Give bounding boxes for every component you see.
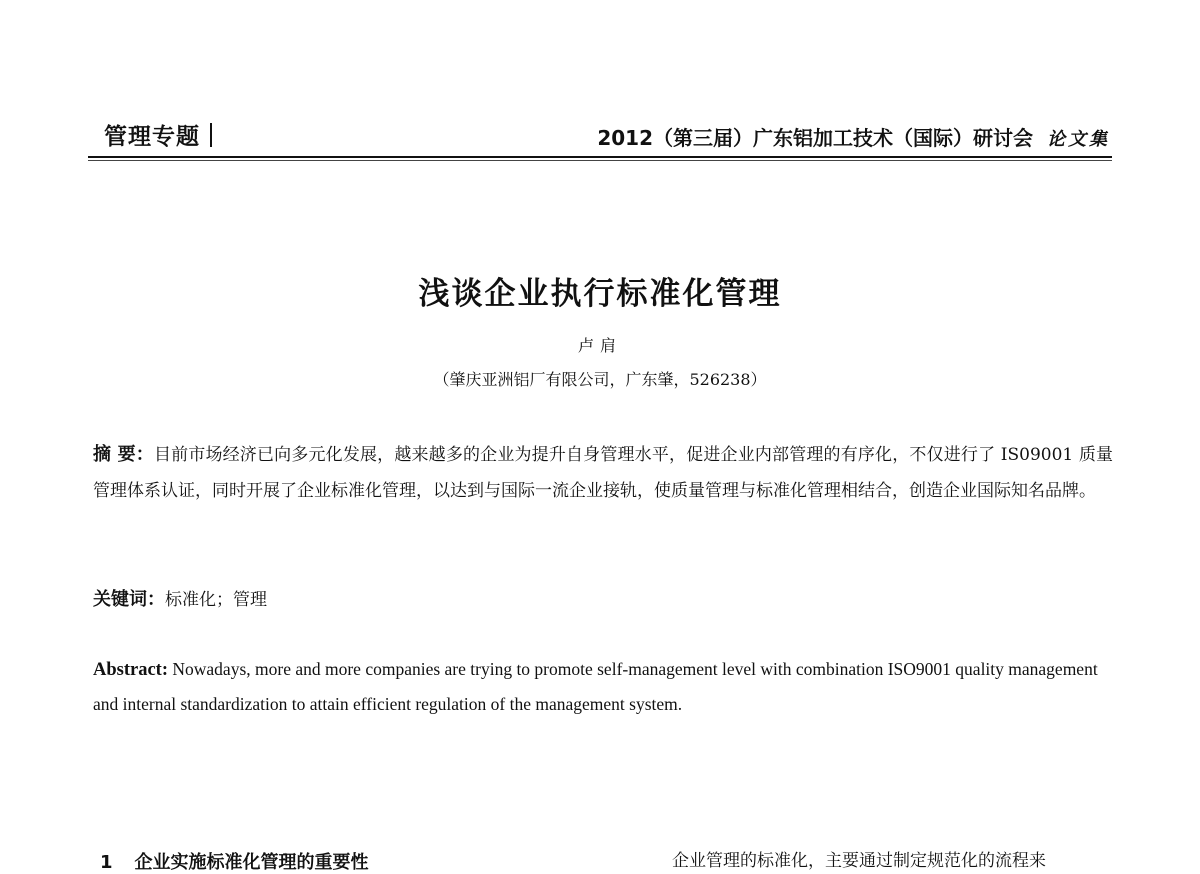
paper-author: 卢肩 (577, 336, 622, 355)
section-title: 企业实施标准化管理的重要性 (134, 852, 369, 873)
header-rule (88, 156, 1112, 158)
section-number: 1 (100, 852, 113, 873)
keywords-text: 标准化；管理 (165, 590, 267, 610)
abstract-english-label: Abstract: (93, 660, 169, 680)
section-label: 管理专题 (104, 118, 212, 151)
abstract-chinese-label: 摘 要： (93, 444, 154, 465)
paper-title: 浅谈企业执行标准化管理 (418, 276, 782, 312)
right-column-text: 企业管理的标准化，主要通过制定规范化的流程来 (672, 851, 1046, 871)
header-divider (210, 123, 212, 147)
abstract-english-text: Nowadays, more and more companies are trying to promote self-management level with combination ISO9001 quality management and internal standardization to attain efficient regulation of the management system. (93, 659, 1098, 714)
header-rule-thin (88, 160, 1112, 161)
section-heading (100, 848, 369, 874)
conference-title (597, 122, 1110, 151)
paper-affiliation: （肇庆亚洲铝厂有限公司，广东肇，526238） (433, 370, 767, 389)
abstract-chinese-text: 目前市场经济已向多元化发展，越来越多的企业为提升自身管理水平，促进企业内部管理的有序化，不仅进行了 IS09001 质量管理体系认证，同时开展了企业标准化管理，以达到与国际一流企业接轨，使质量管理与标准化管理相结合，创造企业国际知名品牌。 (93, 445, 1113, 501)
keywords-label: 关键词： (93, 589, 165, 610)
collection-suffix: 论文集 (1047, 129, 1110, 150)
conference-name: 2012（第三届）广东铝加工技术（国际）研讨会 (597, 126, 1033, 150)
abstract-english (93, 652, 1115, 721)
keywords (93, 585, 267, 611)
abstract-chinese (93, 437, 1113, 509)
